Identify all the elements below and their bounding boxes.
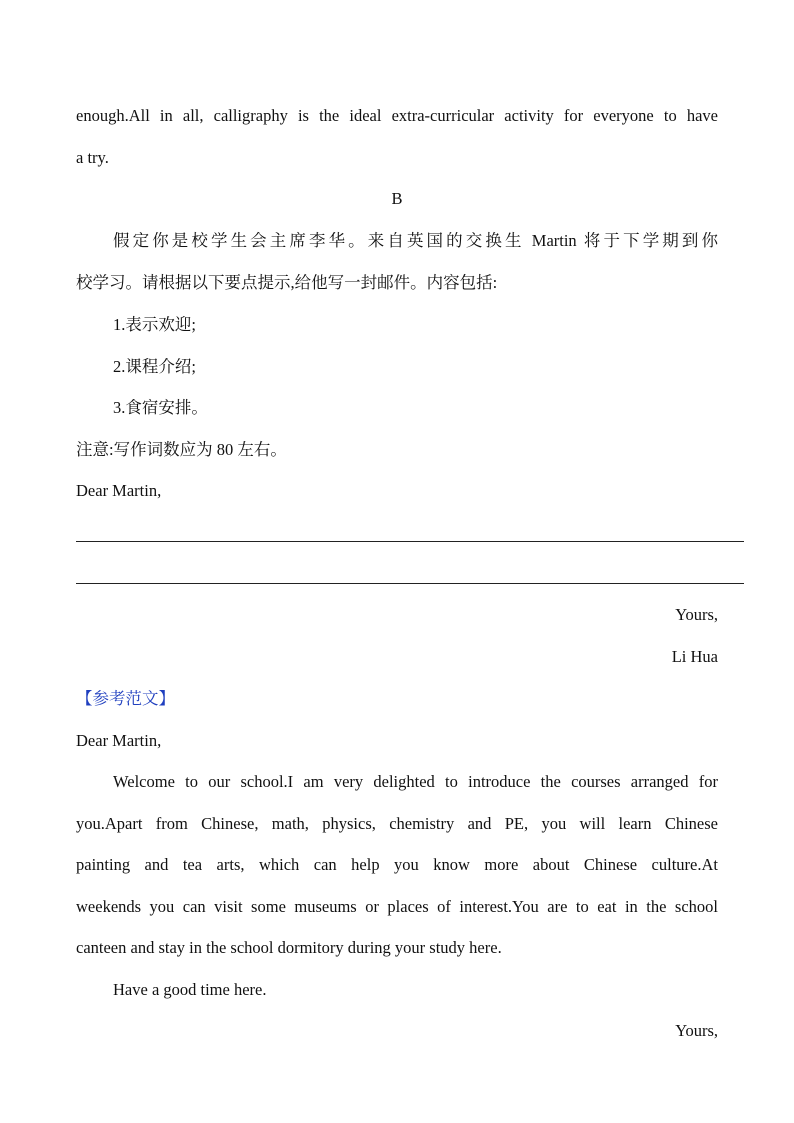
prompt-point: 3.食宿安排。: [113, 398, 208, 417]
reference-body-line: painting and tea arts, which can help you know more about Chinese culture.At: [76, 855, 718, 874]
writing-rule: [76, 541, 744, 542]
prompt-line: 假定你是校学生会主席李华。来自英国的交换生 Martin 将于下学期到你: [113, 231, 718, 250]
section-label: B: [391, 189, 403, 208]
prompt-note: 注意:写作词数应为 80 左右。: [76, 440, 287, 459]
reference-body-line: canteen and stay in the school dormitory during your study here.: [76, 938, 502, 957]
reference-last-line: Have a good time here.: [113, 980, 267, 999]
letter-closing: Yours,: [675, 605, 718, 624]
reference-greeting: Dear Martin,: [76, 731, 162, 750]
letter-signature: Li Hua: [671, 647, 718, 666]
reference-body-line: weekends you can visit some museums or places of interest.You are to eat in the school: [76, 897, 718, 916]
writing-rule: [76, 583, 744, 584]
reference-closing: Yours,: [675, 1021, 718, 1040]
paragraph-line: enough.All in all, calligraphy is the ideal extra-curricular activity for everyone to have: [76, 106, 718, 125]
reference-label: 【参考范文】: [76, 689, 175, 708]
paragraph-line: a try.: [76, 148, 109, 167]
prompt-point: 1.表示欢迎;: [113, 315, 196, 334]
reference-body-line: Welcome to our school.I am very delighted to introduce the courses arranged for: [113, 772, 718, 791]
prompt-line: 校学习。请根据以下要点提示,给他写一封邮件。内容包括:: [76, 273, 498, 292]
reference-body-line: you.Apart from Chinese, math, physics, chemistry and PE, you will learn Chinese: [76, 814, 718, 833]
prompt-point: 2.课程介绍;: [113, 357, 196, 376]
letter-greeting: Dear Martin,: [76, 481, 162, 500]
